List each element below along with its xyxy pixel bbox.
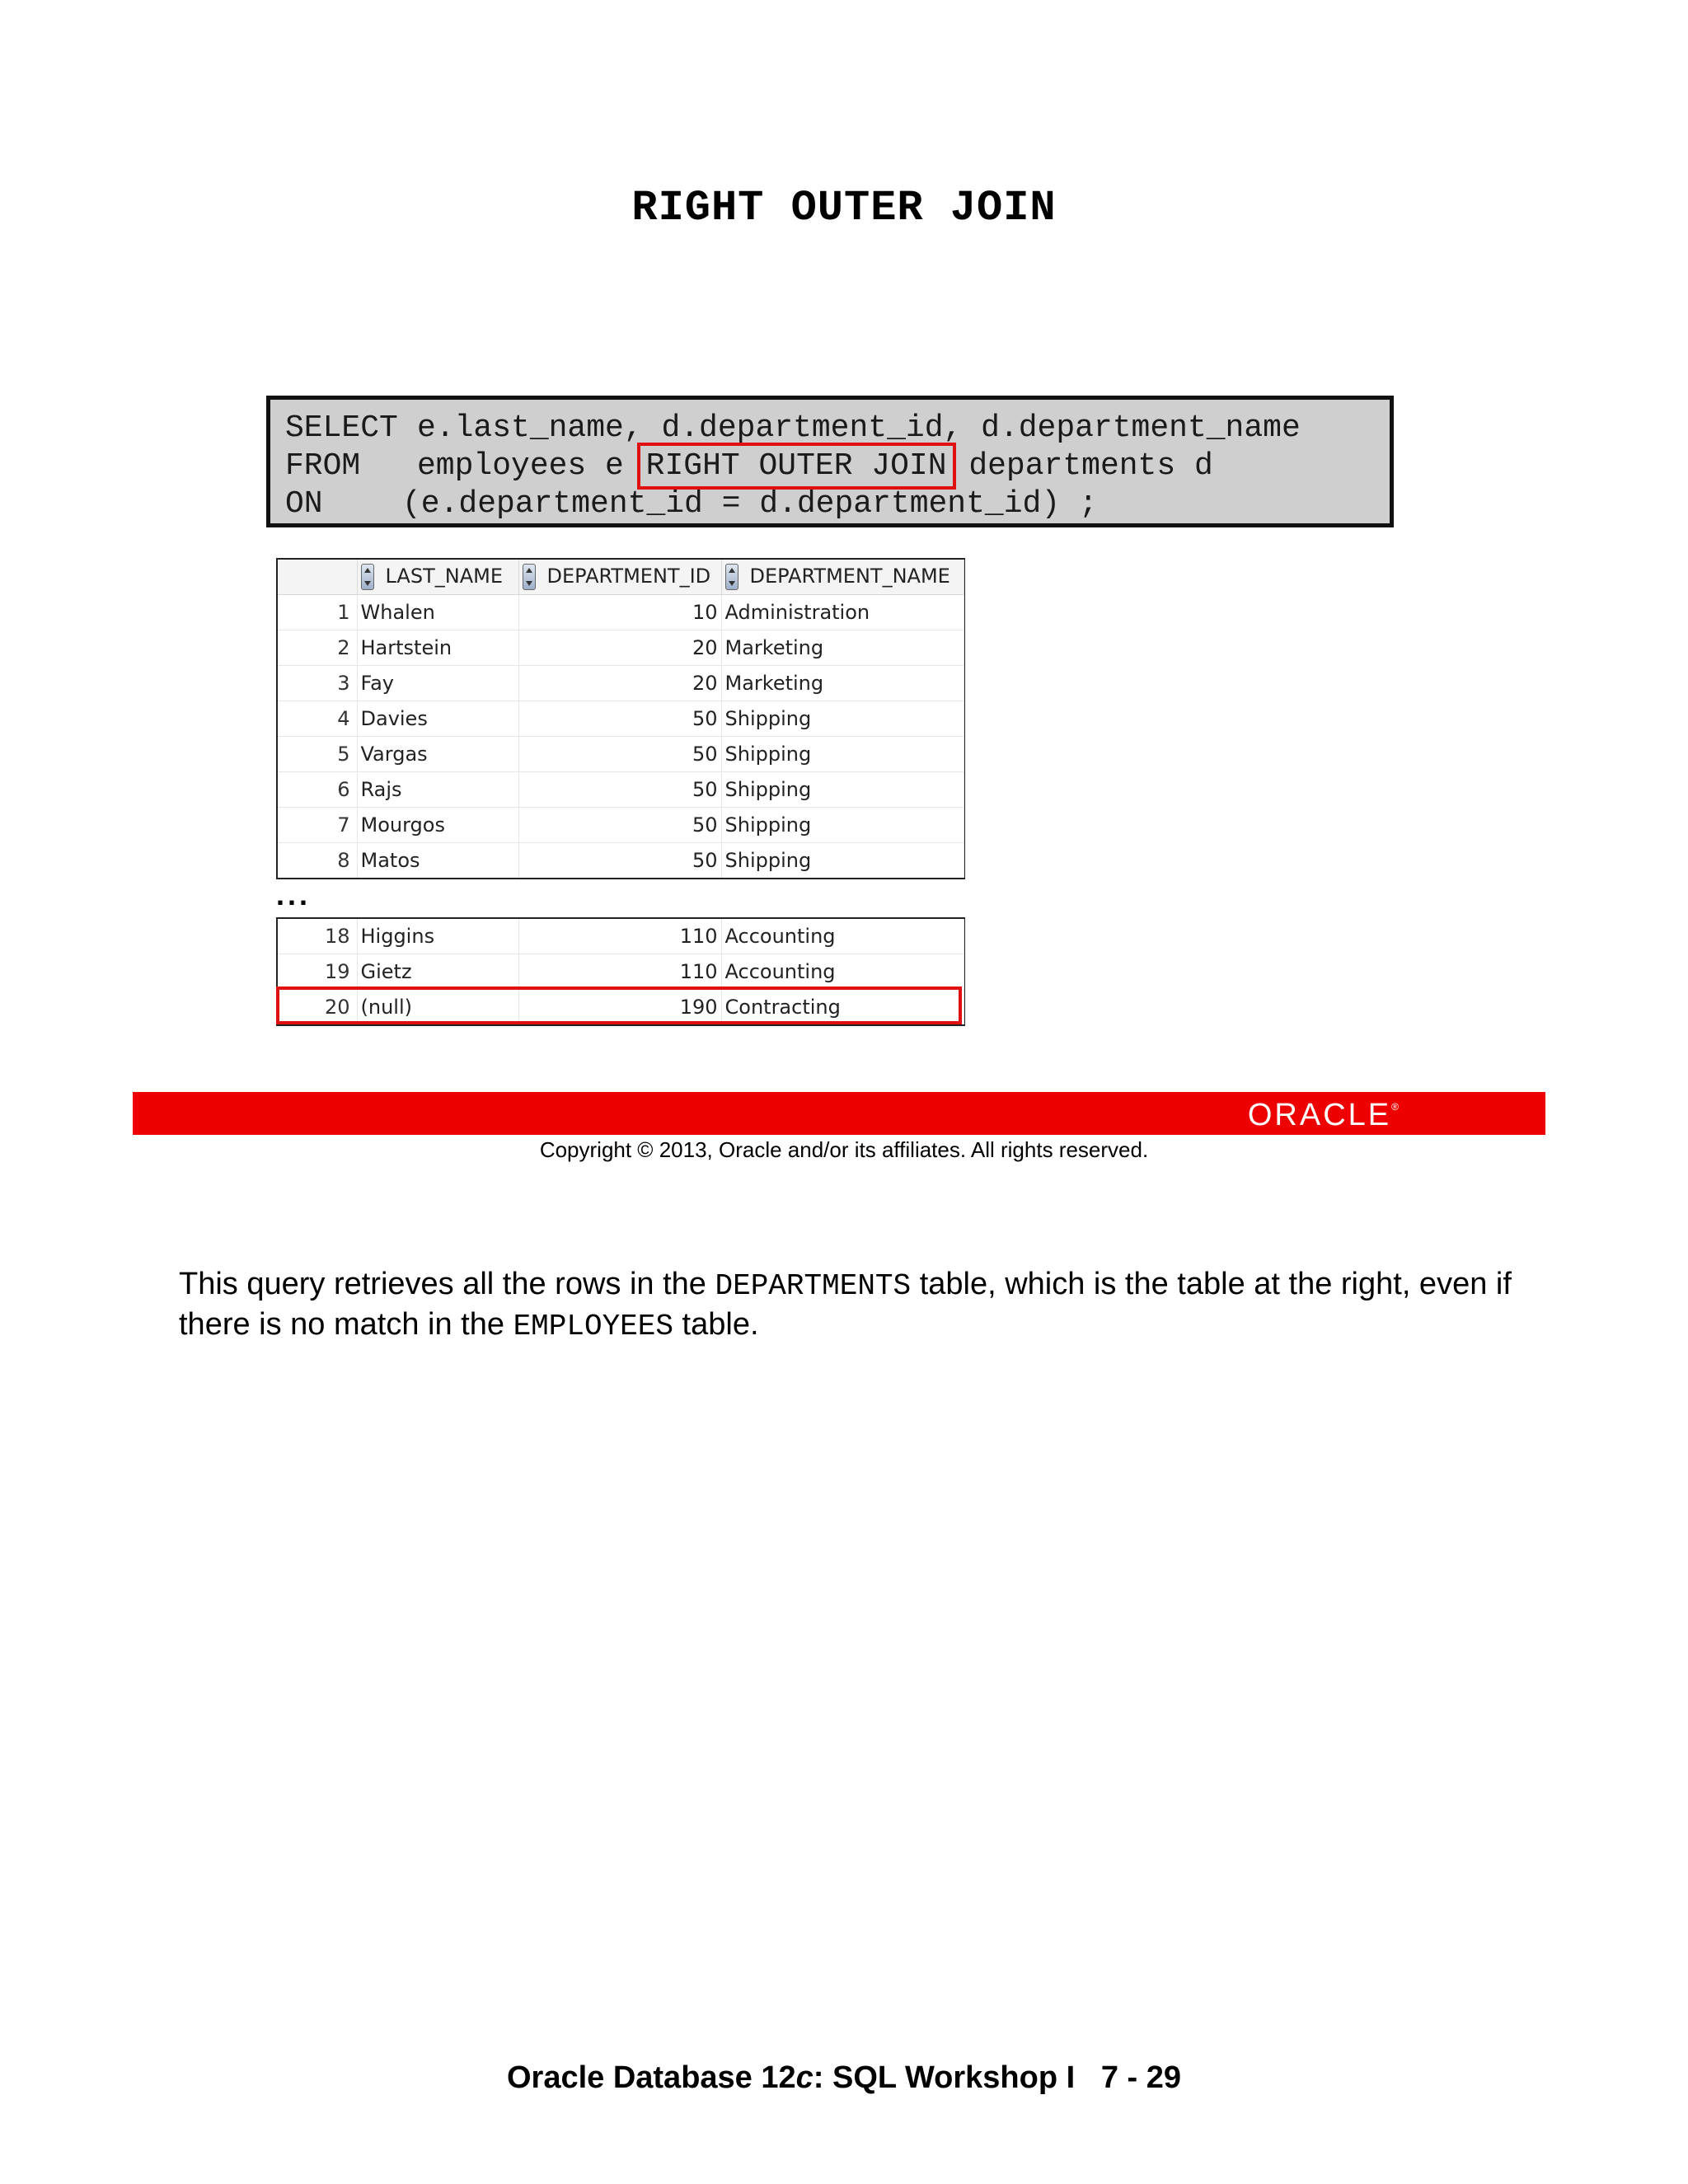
sort-icon[interactable] [523, 564, 536, 590]
cell-department-name: Shipping [721, 808, 964, 843]
sort-icon[interactable] [361, 564, 374, 590]
row-number: 7 [278, 808, 357, 843]
table-row[interactable] [278, 954, 964, 990]
code-line-on [285, 485, 1390, 523]
row-number: 20 [278, 990, 357, 1025]
cell-last-name: Rajs [357, 772, 518, 808]
notes-paragraph: This query retrieves all the rows in the DEPARTMENTS table, which is the table at the right, even if there is no match in the EMPLOYEES table. [179, 1267, 1512, 1343]
row-number: 2 [278, 630, 357, 666]
sql-text: departments d [950, 448, 1213, 484]
rows-omitted-ellipsis: ... [276, 878, 312, 912]
cell-department-name: Shipping [721, 737, 964, 772]
registered-mark: ® [1391, 1101, 1399, 1113]
code-line-from [285, 448, 1390, 485]
cell-last-name: Mourgos [357, 808, 518, 843]
copyright-text: Copyright © 2013, Oracle and/or its affiliates. All rights reserved. [539, 1137, 1149, 1162]
sql-text: (e.department_id = d.department_id) ; [402, 486, 1098, 522]
column-header-last-name[interactable]: LAST_NAME [357, 560, 518, 595]
oracle-logo: ORACLE® [1247, 1098, 1399, 1132]
table-row[interactable] [278, 737, 964, 772]
sort-icon[interactable] [725, 564, 738, 590]
row-number: 3 [278, 666, 357, 701]
cell-last-name: Fay [357, 666, 518, 701]
code-line-select [285, 410, 1390, 448]
cell-last-name: Gietz [357, 954, 518, 990]
column-header-department-name[interactable]: DEPARTMENT_NAME [721, 560, 964, 595]
cell-department-name: Marketing [721, 630, 964, 666]
oracle-footer-bar [133, 1092, 1545, 1135]
row-number-header [278, 560, 357, 595]
cell-department-name: Accounting [721, 954, 964, 990]
row-number: 8 [278, 843, 357, 879]
cell-department-id: 10 [518, 595, 721, 630]
sql-text: e.last_name, d.department_id, d.department_name [417, 410, 1301, 446]
table-row[interactable] [278, 919, 964, 954]
row-number: 1 [278, 595, 357, 630]
highlighted-join-keyword: RIGHT OUTER JOIN [643, 448, 950, 484]
table-row[interactable] [278, 630, 964, 666]
cell-last-name: Davies [357, 701, 518, 737]
slide-title: RIGHT OUTER JOIN [631, 184, 1057, 232]
cell-department-id: 20 [518, 666, 721, 701]
result-grid-bottom [276, 917, 965, 1026]
cell-department-name: Administration [721, 595, 964, 630]
cell-department-id: 50 [518, 843, 721, 879]
cell-department-id: 50 [518, 701, 721, 737]
cell-last-name: (null) [357, 990, 518, 1025]
cell-department-name: Contracting [721, 990, 964, 1025]
cell-last-name: Whalen [357, 595, 518, 630]
grid-header-row [278, 560, 964, 595]
sql-code-box [266, 396, 1394, 527]
column-header-department-id[interactable]: DEPARTMENT_ID [518, 560, 721, 595]
cell-department-name: Marketing [721, 666, 964, 701]
cell-last-name: Matos [357, 843, 518, 879]
cell-last-name: Hartstein [357, 630, 518, 666]
sql-keyword: FROM [285, 448, 361, 484]
sql-keyword: ON [285, 486, 323, 522]
table-row[interactable] [278, 595, 964, 630]
row-number: 6 [278, 772, 357, 808]
table-row[interactable] [278, 843, 964, 879]
row-number: 18 [278, 919, 357, 954]
sql-text: employees e [417, 448, 643, 484]
cell-department-name: Shipping [721, 772, 964, 808]
cell-department-id: 110 [518, 954, 721, 990]
cell-department-name: Accounting [721, 919, 964, 954]
table-name-departments: DEPARTMENTS [715, 1269, 912, 1303]
cell-department-name: Shipping [721, 843, 964, 879]
cell-department-id: 50 [518, 737, 721, 772]
cell-last-name: Vargas [357, 737, 518, 772]
table-row[interactable] [278, 666, 964, 701]
cell-department-id: 110 [518, 919, 721, 954]
table-row[interactable] [278, 808, 964, 843]
cell-department-id: 20 [518, 630, 721, 666]
table-row[interactable] [278, 701, 964, 737]
cell-department-id: 190 [518, 990, 721, 1025]
table-name-employees: EMPLOYEES [513, 1310, 673, 1343]
page-footer: Oracle Database 12c: SQL Workshop I 7 - 29 [506, 2060, 1182, 2095]
table-row-highlighted[interactable] [278, 990, 964, 1025]
result-grid-top [276, 558, 965, 879]
cell-department-id: 50 [518, 772, 721, 808]
cell-department-id: 50 [518, 808, 721, 843]
sql-keyword: SELECT [285, 410, 398, 446]
row-number: 5 [278, 737, 357, 772]
row-number: 19 [278, 954, 357, 990]
cell-department-name: Shipping [721, 701, 964, 737]
table-row[interactable] [278, 772, 964, 808]
cell-last-name: Higgins [357, 919, 518, 954]
row-number: 4 [278, 701, 357, 737]
